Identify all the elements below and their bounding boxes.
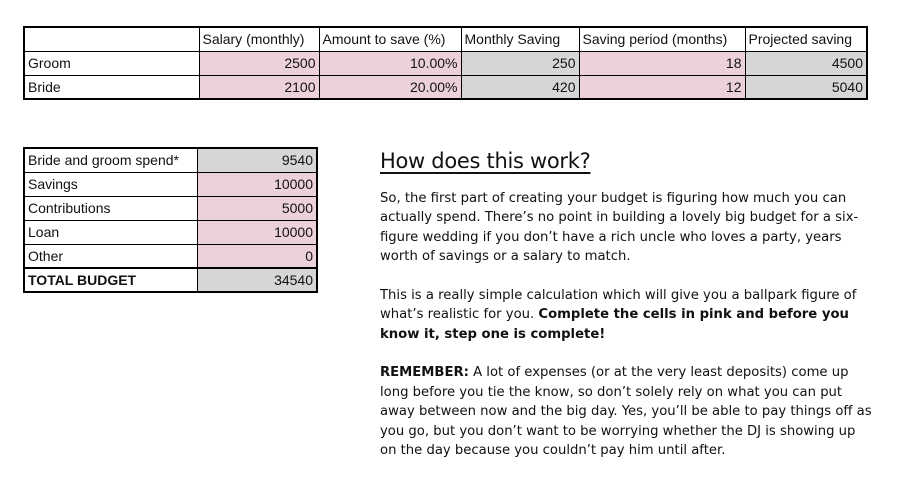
salary-header-row <box>24 27 867 51</box>
header-projected-saving: Projected saving <box>745 27 867 51</box>
info-paragraph-3 <box>380 363 875 461</box>
row-name-cell[interactable]: Groom <box>24 51 199 75</box>
period-input-cell[interactable]: 18 <box>579 51 745 75</box>
salary-table <box>23 26 868 100</box>
budget-value-cell[interactable]: 5000 <box>197 196 317 220</box>
budget-value-cell[interactable]: 10000 <box>197 220 317 244</box>
budget-total-row <box>24 268 317 292</box>
percent-input-cell[interactable]: 10.00% <box>319 51 461 75</box>
info-title: How does this work? <box>380 149 591 173</box>
total-budget-value[interactable]: 34540 <box>197 268 317 292</box>
monthly-saving-cell[interactable]: 420 <box>461 75 579 99</box>
header-monthly-saving: Monthly Saving <box>461 27 579 51</box>
budget-label-cell[interactable]: Loan <box>24 220 197 244</box>
budget-row <box>24 172 317 196</box>
header-salary: Salary (monthly) <box>199 27 319 51</box>
total-budget-label[interactable]: TOTAL BUDGET <box>24 268 197 292</box>
budget-row <box>24 220 317 244</box>
info-panel <box>380 149 875 480</box>
budget-row <box>24 244 317 268</box>
info-paragraph-2 <box>380 286 875 345</box>
header-amount-to-save: Amount to save (%) <box>319 27 461 51</box>
row-name-cell[interactable]: Bride <box>24 75 199 99</box>
salary-row-groom <box>24 51 867 75</box>
salary-input-cell[interactable]: 2500 <box>199 51 319 75</box>
info-paragraph-1: So, the first part of creating your budget is figuring how much you can actually spend. There’s no point in building a lovely big budget for a six-figure wedding if you don’t have a rich uncle who loves a party, years worth of savings or a salary to match. <box>380 190 859 264</box>
budget-label-cell[interactable]: Other <box>24 244 197 268</box>
budget-value-cell[interactable]: 9540 <box>197 148 317 172</box>
remember-label: REMEMBER: <box>380 365 469 380</box>
budget-label-cell[interactable]: Savings <box>24 172 197 196</box>
budget-label-cell[interactable]: Contributions <box>24 196 197 220</box>
percent-input-cell[interactable]: 20.00% <box>319 75 461 99</box>
salary-row-bride <box>24 75 867 99</box>
period-input-cell[interactable]: 12 <box>579 75 745 99</box>
info-paragraph-2-text: This is a really simple calculation which will give you a ballpark figure of what’s realistic for you. <box>380 287 857 322</box>
projected-saving-cell[interactable]: 4500 <box>745 51 867 75</box>
projected-saving-cell[interactable]: 5040 <box>745 75 867 99</box>
budget-label-cell[interactable]: Bride and groom spend* <box>24 148 197 172</box>
budget-value-cell[interactable]: 10000 <box>197 172 317 196</box>
header-blank-cell <box>24 27 199 51</box>
monthly-saving-cell[interactable]: 250 <box>461 51 579 75</box>
info-paragraph-2-bold: Complete the cells in pink and before you know it, step one is complete! <box>380 307 849 342</box>
info-paragraph-3-text: A lot of expenses (or at the very least deposits) come up long before you tie the know, so don’t solely rely on what you can put away between now and the big day. Yes, you’ll be able to pay things off as you go, but you don’t want to be worrying whether the DJ is showing up on the day because you couldn’t pay him until after. <box>380 365 872 458</box>
budget-row <box>24 196 317 220</box>
budget-value-cell[interactable]: 0 <box>197 244 317 268</box>
header-saving-period: Saving period (months) <box>579 27 745 51</box>
budget-table <box>23 147 318 293</box>
salary-input-cell[interactable]: 2100 <box>199 75 319 99</box>
budget-row <box>24 148 317 172</box>
